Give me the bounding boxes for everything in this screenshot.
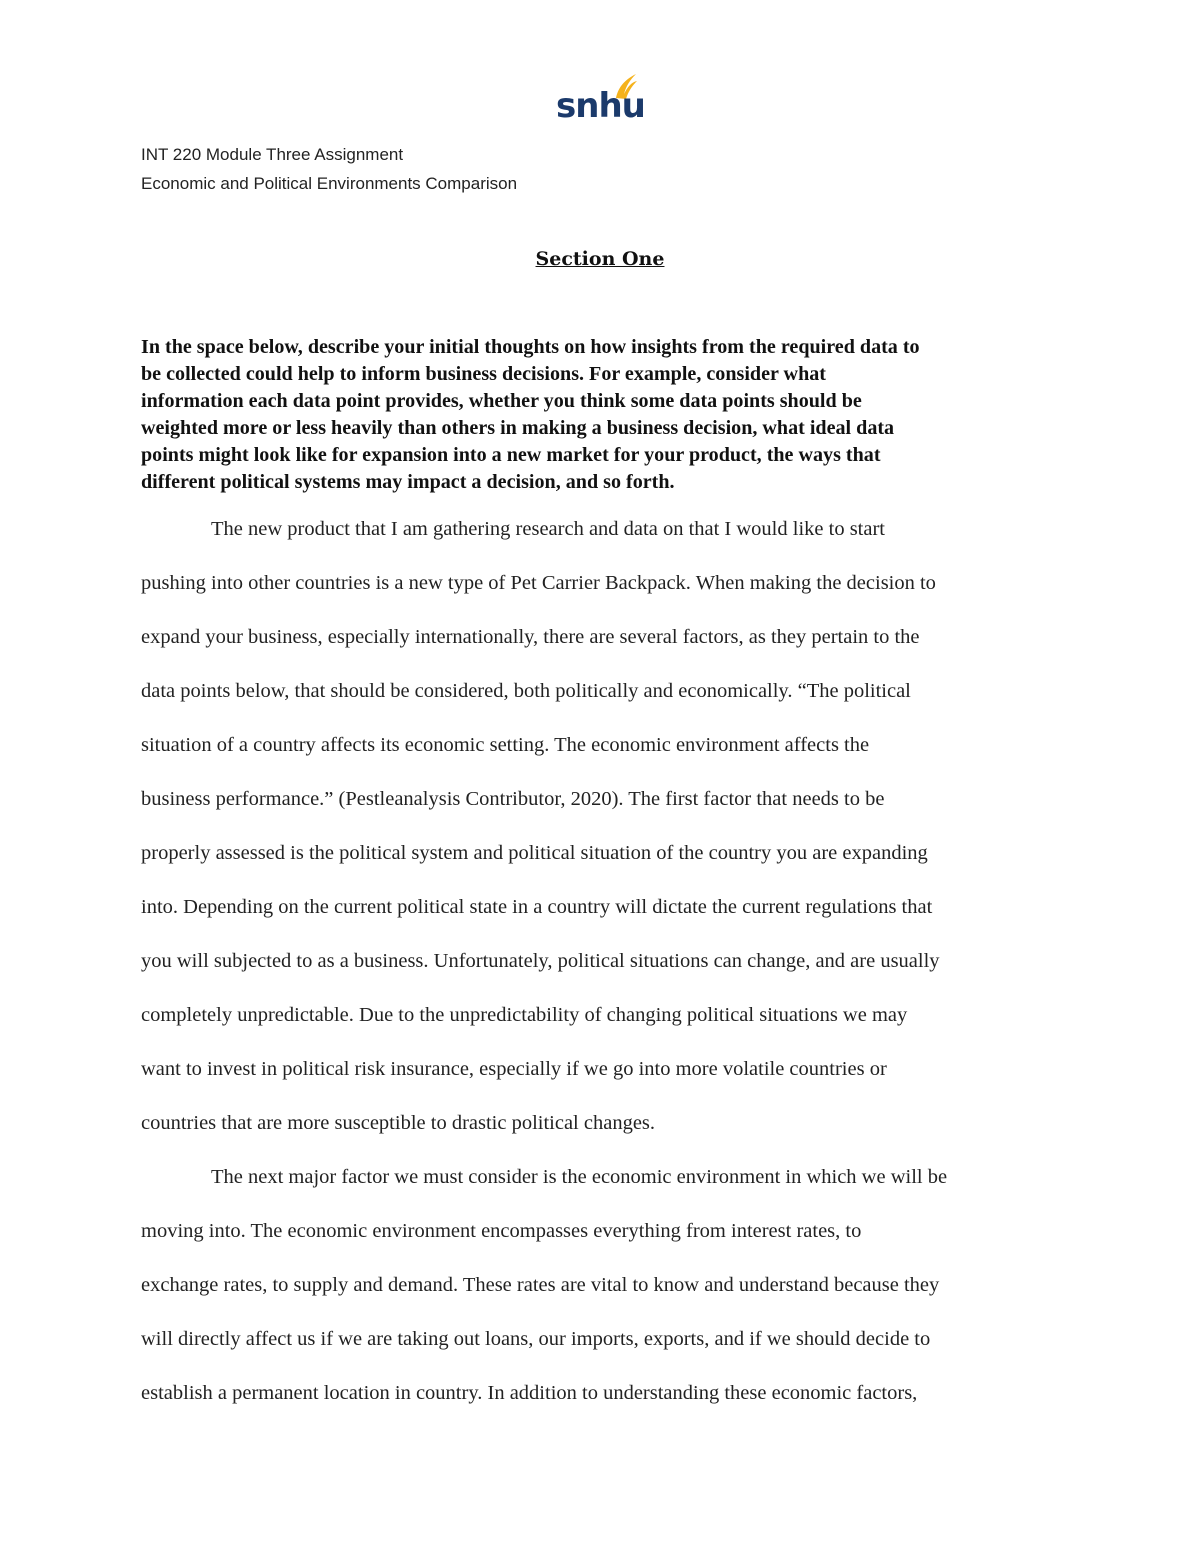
body-line: properly assessed is the political system and political situation of the country you are expanding xyxy=(141,842,928,864)
section-heading: Section One xyxy=(535,248,665,270)
body-line: completely unpredictable. Due to the unpredictability of changing political situations we may xyxy=(141,1004,908,1026)
body-line: The next major factor we must consider is the economic environment in which we will be xyxy=(211,1166,948,1188)
prompt-line: be collected could help to inform business decisions. For example, consider what xyxy=(141,363,826,385)
prompt-line: weighted more or less heavily than others in making a business decision, what ideal data xyxy=(141,417,895,439)
snhu-logo xyxy=(556,72,645,132)
body-line: pushing into other countries is a new type of Pet Carrier Backpack. When making the decision to xyxy=(141,572,936,594)
course-title: INT 220 Module Three Assignment xyxy=(141,145,404,164)
body-line: expand your business, especially internationally, there are several factors, as they pertain to the xyxy=(141,626,920,648)
body-line: will directly affect us if we are taking out loans, our imports, exports, and if we should decide to xyxy=(141,1328,931,1350)
assignment-title: Economic and Political Environments Comparison xyxy=(141,174,518,193)
prompt-line: different political systems may impact a decision, and so forth. xyxy=(141,471,675,493)
body-line: exchange rates, to supply and demand. These rates are vital to know and understand because they xyxy=(141,1274,940,1296)
body-line: situation of a country affects its economic setting. The economic environment affects the xyxy=(141,734,870,756)
body-line: you will subjected to as a business. Unfortunately, political situations can change, and are usually xyxy=(141,950,940,972)
body-line: business performance.” (Pestleanalysis Contributor, 2020). The first factor that needs to be xyxy=(141,788,885,810)
body-line: The new product that I am gathering research and data on that I would like to start xyxy=(211,518,885,540)
logo-wordmark: snhu xyxy=(556,86,645,126)
prompt-line: In the space below, describe your initial thoughts on how insights from the required data to xyxy=(141,336,920,358)
prompt-line: information each data point provides, whether you think some data points should be xyxy=(141,390,862,412)
body-line: want to invest in political risk insurance, especially if we go into more volatile countries or xyxy=(141,1058,887,1080)
body-line: moving into. The economic environment encompasses everything from interest rates, to xyxy=(141,1220,862,1242)
body-line: data points below, that should be considered, both politically and economically. “The political xyxy=(141,680,911,702)
body-line: countries that are more susceptible to drastic political changes. xyxy=(141,1112,656,1134)
prompt-line: points might look like for expansion into a new market for your product, the ways that xyxy=(141,444,881,466)
body-line: establish a permanent location in country. In addition to understanding these economic factors, xyxy=(141,1382,918,1404)
body-line: into. Depending on the current political state in a country will dictate the current regulations that xyxy=(141,896,933,918)
